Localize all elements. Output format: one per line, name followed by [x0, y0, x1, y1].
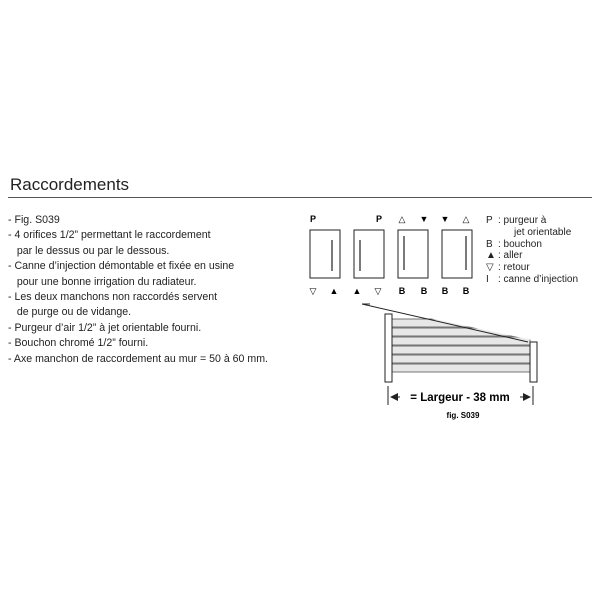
- config-3-bottom-right: B: [420, 286, 428, 296]
- list-item: pour une bonne irrigation du radiateur.: [8, 275, 197, 288]
- config-1-top-left: P: [309, 214, 317, 224]
- config-3-top-right: ▼: [419, 214, 429, 224]
- legend-symbol: B: [486, 238, 493, 250]
- radiator-body: [310, 230, 340, 278]
- list-item: - Purgeur d’air 1/2” à jet orientable fourni.: [8, 321, 202, 334]
- connection-config-3: [398, 214, 428, 296]
- list-item: - Axe manchon de raccordement au mur = 50 à 60 mm.: [8, 352, 268, 365]
- legend-text: : aller: [498, 250, 523, 262]
- legend-row: [486, 215, 578, 227]
- section-title: Raccordements: [10, 175, 130, 194]
- legend-text: : bouchon: [498, 238, 542, 250]
- list-item: de purge ou de vidange.: [8, 306, 132, 319]
- legend-text: : canne d’injection: [498, 273, 579, 285]
- legend-row: [486, 274, 578, 286]
- symbol-legend: [486, 215, 578, 286]
- radiator-body: [354, 230, 384, 278]
- list-item: - Canne d’injection démontable et fixée en usine: [8, 260, 235, 273]
- width-label: = Largeur - 38 mm: [410, 392, 510, 404]
- feature-list: [8, 213, 268, 367]
- connection-config-1: [310, 214, 340, 296]
- list-item: - Bouchon chromé 1/2” fourni.: [8, 337, 149, 350]
- legend-symbol: ▲: [486, 250, 496, 262]
- legend-row: [486, 227, 578, 239]
- list-item: par le dessus ou par le dessous.: [8, 244, 170, 257]
- legend-row: [486, 239, 578, 251]
- list-item: - Les deux manchons non raccordés servent: [8, 291, 218, 304]
- legend-text: jet orientable: [514, 226, 572, 238]
- right-post: [530, 342, 537, 382]
- legend-text: : purgeur à: [498, 215, 547, 226]
- legend-symbol: P: [486, 215, 493, 226]
- list-item: - Fig. S039: [8, 214, 60, 226]
- legend-row: [486, 250, 578, 262]
- connection-config-2: [353, 214, 384, 296]
- config-3-bottom-left: B: [398, 286, 406, 296]
- radiator-side-view: [362, 304, 537, 420]
- legend-row: [486, 262, 578, 274]
- config-2-bottom-left: ▲: [352, 286, 362, 296]
- legend-symbol: I: [486, 273, 489, 285]
- radiator-body: [398, 230, 428, 278]
- list-item: - 4 orifices 1/2” permettant le raccordement: [8, 229, 211, 242]
- radiator-body: [442, 230, 472, 278]
- config-4-top-left: ▼: [440, 214, 450, 224]
- config-4-top-right: △: [462, 214, 470, 224]
- connection-config-4: [441, 214, 472, 296]
- config-2-top-right: P: [375, 214, 383, 224]
- config-4-bottom-right: B: [462, 286, 470, 296]
- config-4-bottom-left: B: [441, 286, 449, 296]
- legend-symbol: ▽: [486, 262, 494, 274]
- config-3-top-left: △: [398, 214, 406, 224]
- config-2-bottom-right: ▽: [374, 286, 382, 296]
- config-1-bottom-right: ▲: [329, 286, 339, 296]
- figure-label: fig. S039: [446, 411, 480, 420]
- title-divider: [8, 197, 592, 198]
- left-post: [385, 314, 392, 382]
- legend-text: : retour: [498, 262, 530, 274]
- config-1-bottom-left: ▽: [309, 286, 317, 296]
